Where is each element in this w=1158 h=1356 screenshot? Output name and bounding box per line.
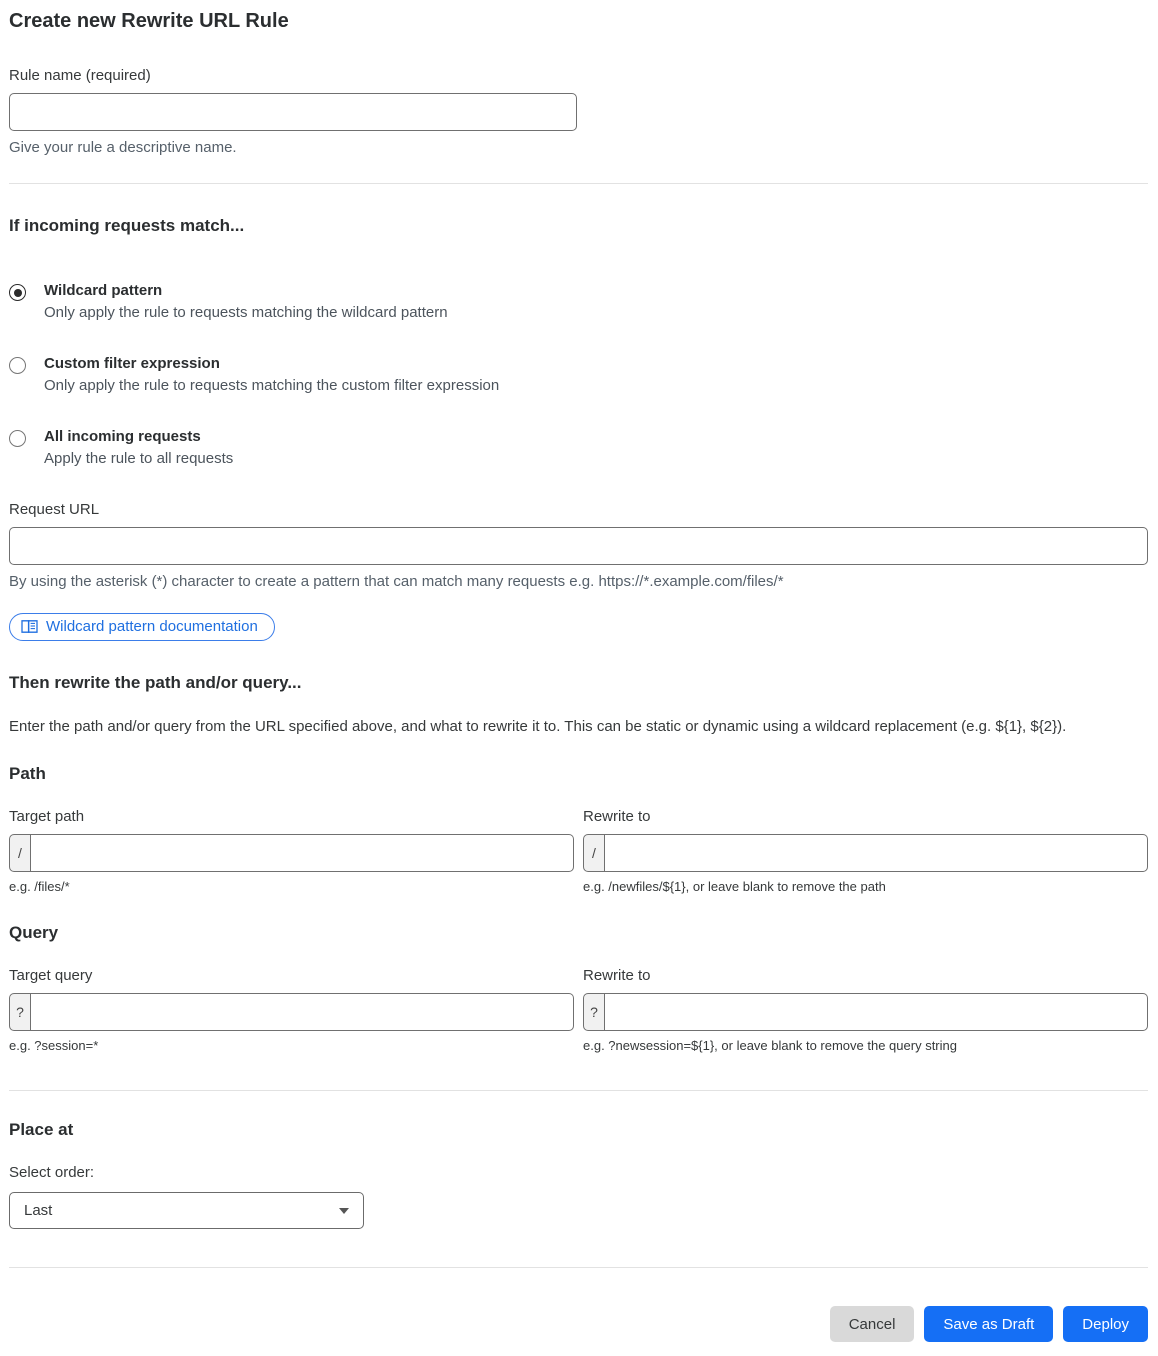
- request-url-input[interactable]: [9, 527, 1148, 565]
- radio-option-custom-filter[interactable]: [9, 355, 1148, 394]
- custom-filter-radio[interactable]: [9, 357, 26, 374]
- footer-actions: [9, 1306, 1148, 1342]
- wildcard-doc-button-label: Wildcard pattern documentation: [46, 618, 258, 635]
- divider: [9, 183, 1148, 184]
- target-path-input[interactable]: [31, 834, 574, 872]
- deploy-button[interactable]: Deploy: [1063, 1306, 1148, 1342]
- divider: [9, 1267, 1148, 1268]
- target-path-field: [9, 808, 574, 894]
- custom-filter-label: Custom filter expression: [44, 355, 220, 372]
- target-query-field: [9, 967, 574, 1053]
- all-requests-label: All incoming requests: [44, 428, 201, 445]
- target-path-helper: e.g. /files/*: [9, 879, 70, 894]
- place-at-heading: Place at: [9, 1120, 74, 1139]
- request-url-label: Request URL: [9, 501, 100, 518]
- page-title: Create new Rewrite URL Rule: [9, 10, 289, 32]
- path-rewrite-input[interactable]: [605, 834, 1148, 872]
- rule-name-label: Rule name (required): [9, 67, 151, 84]
- match-section-heading: If incoming requests match...: [9, 216, 245, 235]
- target-path-prefix: /: [9, 834, 31, 872]
- rule-name-input[interactable]: [9, 93, 577, 131]
- path-rewrite-label: Rewrite to: [583, 808, 651, 825]
- order-select-value: Last: [24, 1202, 53, 1219]
- query-rewrite-helper: e.g. ?newsession=${1}, or leave blank to remove the query string: [583, 1038, 957, 1053]
- rewrite-section-heading: Then rewrite the path and/or query...: [9, 673, 302, 692]
- all-requests-radio[interactable]: [9, 430, 26, 447]
- target-query-helper: e.g. ?session=*: [9, 1038, 99, 1053]
- path-rewrite-field: [583, 808, 1148, 894]
- select-order-label: Select order:: [9, 1164, 95, 1181]
- chevron-down-icon: [339, 1208, 349, 1214]
- cancel-button[interactable]: Cancel: [830, 1306, 915, 1342]
- save-as-draft-button[interactable]: Save as Draft: [924, 1306, 1053, 1342]
- query-field-row: [9, 967, 1148, 1053]
- path-rewrite-helper: e.g. /newfiles/${1}, or leave blank to remove the path: [583, 879, 886, 894]
- rule-name-helper: Give your rule a descriptive name.: [9, 139, 237, 156]
- all-requests-description: Apply the rule to all requests: [44, 450, 234, 467]
- target-query-prefix: ?: [9, 993, 31, 1031]
- target-query-label: Target query: [9, 967, 93, 984]
- path-field-row: [9, 808, 1148, 894]
- order-select[interactable]: [9, 1192, 364, 1229]
- wildcard-doc-button[interactable]: [9, 613, 275, 641]
- query-heading: Query: [9, 923, 59, 942]
- path-heading: Path: [9, 764, 46, 783]
- target-query-input[interactable]: [31, 993, 574, 1031]
- radio-option-all-requests[interactable]: [9, 428, 1148, 467]
- book-icon: [21, 619, 38, 634]
- query-rewrite-label: Rewrite to: [583, 967, 651, 984]
- wildcard-pattern-radio[interactable]: [9, 284, 26, 301]
- request-url-block: [9, 501, 1148, 641]
- query-rewrite-field: [583, 967, 1148, 1053]
- divider: [9, 1090, 1148, 1091]
- request-url-helper: By using the asterisk (*) character to create a pattern that can match many requests e.g. https://*.example.com/files/*: [9, 573, 784, 590]
- query-rewrite-prefix: ?: [583, 993, 605, 1031]
- custom-filter-description: Only apply the rule to requests matching the custom filter expression: [44, 377, 500, 394]
- wildcard-pattern-description: Only apply the rule to requests matching the wildcard pattern: [44, 304, 448, 321]
- wildcard-pattern-label: Wildcard pattern: [44, 282, 163, 299]
- target-path-label: Target path: [9, 808, 85, 825]
- radio-option-wildcard-pattern[interactable]: [9, 282, 1148, 321]
- path-rewrite-prefix: /: [583, 834, 605, 872]
- match-radio-group: [9, 282, 1148, 467]
- query-rewrite-input[interactable]: [605, 993, 1148, 1031]
- rewrite-section-description: Enter the path and/or query from the URL specified above, and what to rewrite it to. This can be static or dynamic using a wildcard replacement (e.g. ${1}, ${2}).: [9, 718, 1067, 735]
